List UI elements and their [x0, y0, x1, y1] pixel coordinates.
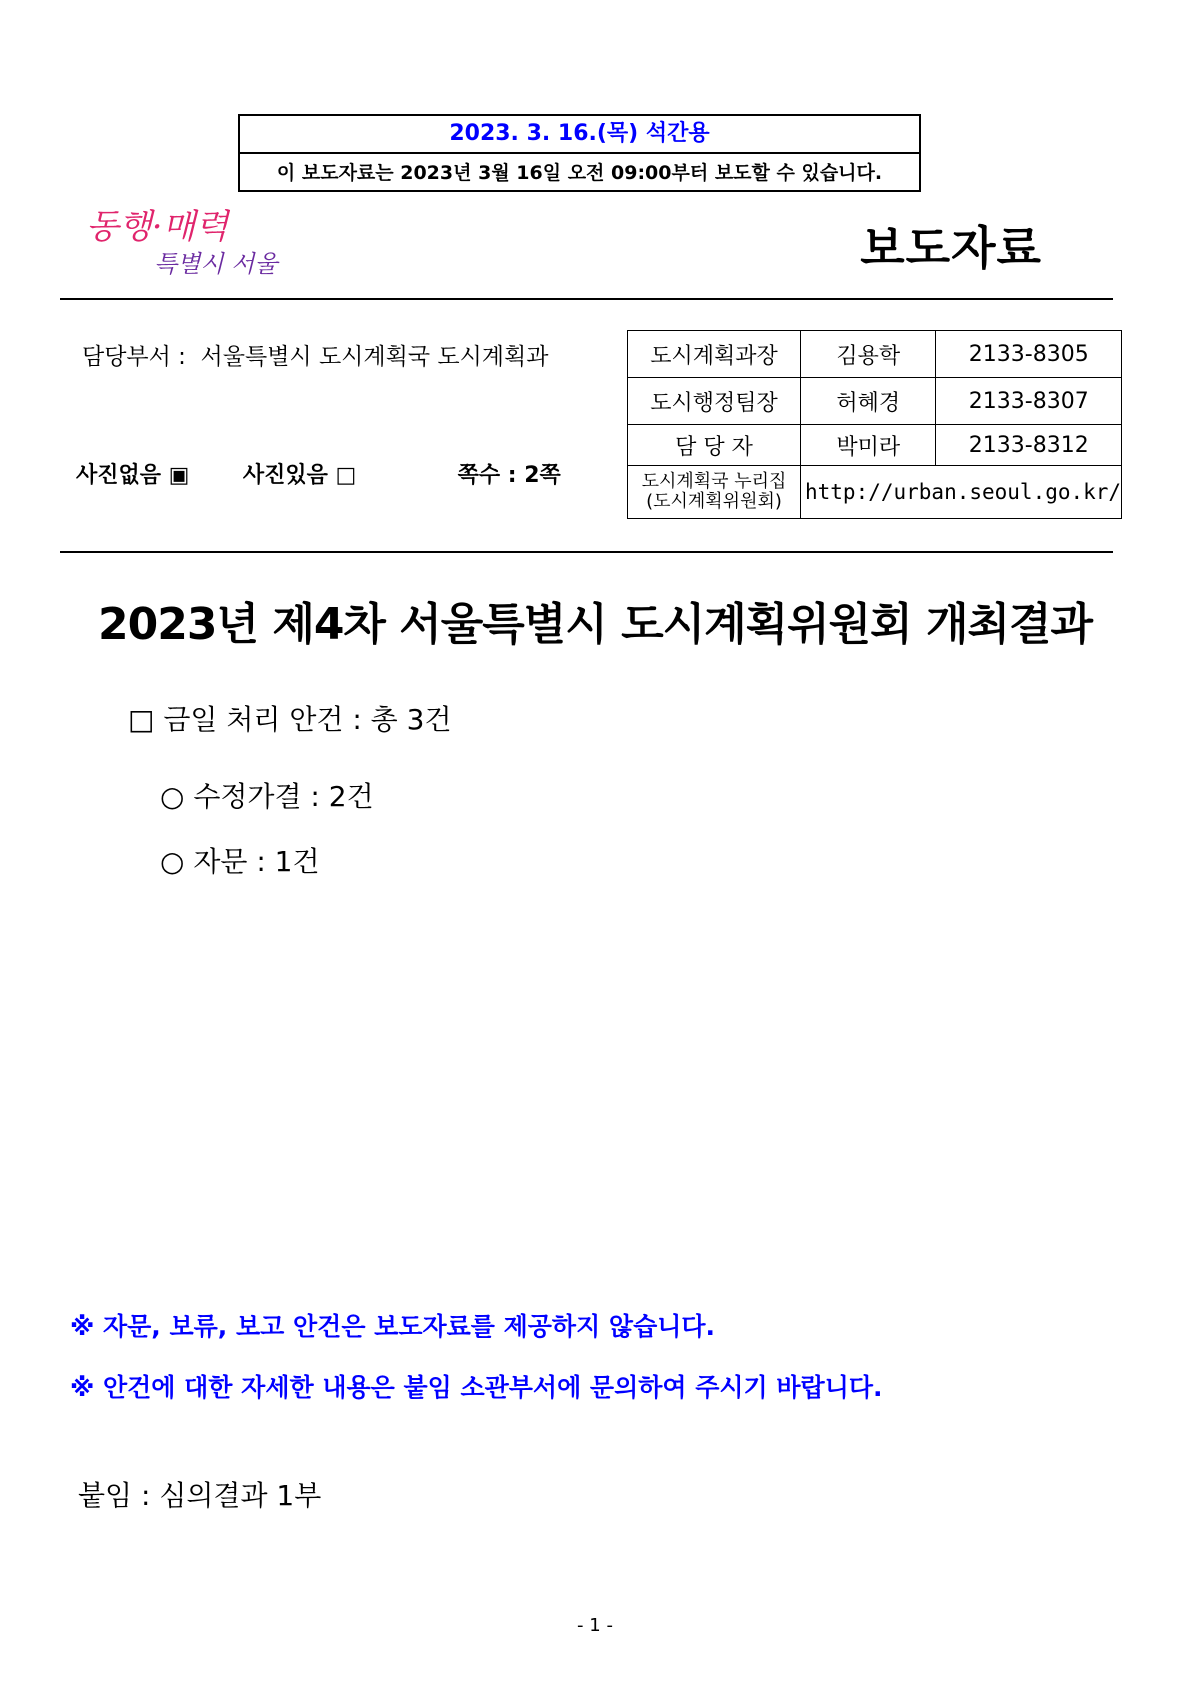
contact-name: 김용학 — [801, 331, 936, 378]
website-label-line1: 도시계획국 누리집 — [641, 471, 787, 492]
list-item: ○ 수정가결 : 2건 — [160, 780, 374, 813]
no-photo-label: 사진없음 ▣ — [76, 463, 190, 488]
agenda-summary: □ 금일 처리 안건 : 총 3건 — [128, 703, 452, 736]
table-row — [628, 331, 1122, 378]
contact-name: 허혜경 — [801, 378, 936, 425]
contact-table — [627, 330, 1122, 519]
has-photo-label: 사진있음 □ — [242, 463, 357, 488]
website-url-link[interactable]: http://urban.seoul.go.kr/ — [801, 466, 1122, 519]
contact-role: 도시계획과장 — [628, 331, 801, 378]
embargo-date: 2023. 3. 16.(목) 석간용 — [240, 116, 919, 154]
page-count: 쪽수 : 2쪽 — [457, 463, 561, 488]
contact-name: 박미라 — [801, 425, 936, 466]
department-line: 담당부서 : 서울특별시 도시계획국 도시계획과 — [82, 344, 549, 370]
contact-role: 도시행정팀장 — [628, 378, 801, 425]
table-row — [628, 378, 1122, 425]
photo-info-row — [76, 458, 561, 489]
table-row — [628, 425, 1122, 466]
notice-line: ※ 자문, 보류, 보고 안건은 보도자료를 제공하지 않습니다. — [70, 1312, 716, 1341]
logo-line1: 동행·매력 — [86, 207, 229, 247]
headline: 2023년 제4차 서울특별시 도시계획위원회 개최결과 — [98, 599, 1092, 650]
logo-line2: 특별시 서울 — [154, 250, 278, 278]
embargo-note: 이 보도자료는 2023년 3월 16일 오전 09:00부터 보도할 수 있습니다. — [276, 162, 883, 184]
section-divider — [60, 551, 1113, 553]
seoul-slogan-logo — [78, 200, 293, 285]
contact-phone: 2133-8307 — [936, 378, 1122, 425]
page-number: - 1 - — [577, 1615, 613, 1636]
embargo-box — [238, 114, 921, 192]
notice-line: ※ 안건에 대한 자세한 내용은 붙임 소관부서에 문의하여 주시기 바랍니다. — [70, 1373, 883, 1402]
website-label-line2: (도시계획위원회) — [646, 491, 782, 512]
contact-phone: 2133-8305 — [936, 331, 1122, 378]
document-type: 보도자료 — [860, 221, 1042, 275]
table-row — [628, 466, 1122, 519]
contact-role: 담 당 자 — [628, 425, 801, 466]
attachment-line: 붙임 : 심의결과 1부 — [78, 1479, 322, 1512]
website-label — [628, 466, 801, 519]
header-divider — [60, 298, 1113, 300]
list-item: ○ 자문 : 1건 — [160, 845, 320, 878]
contact-phone: 2133-8312 — [936, 425, 1122, 466]
